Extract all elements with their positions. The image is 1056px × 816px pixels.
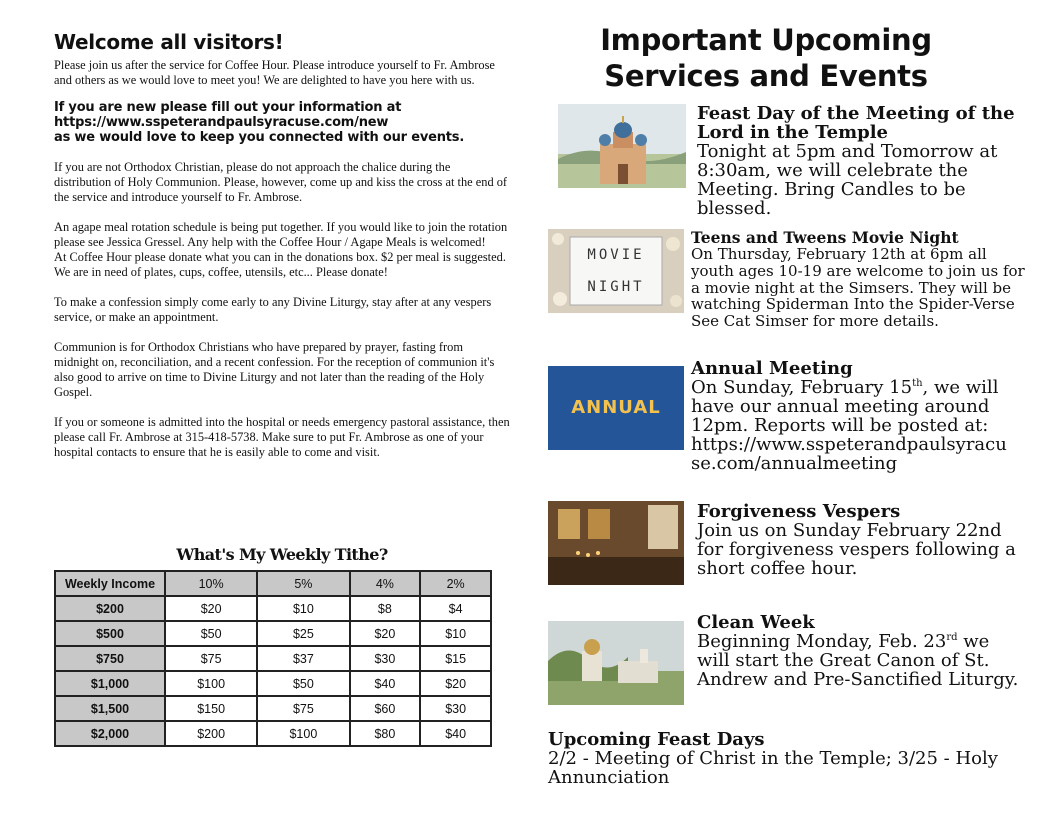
table-row <box>55 671 491 696</box>
income-cell: $500 <box>55 621 165 646</box>
tithe-cell: $40 <box>350 671 421 696</box>
movie-sign-line1: MOVIE <box>587 247 645 263</box>
events-title-line2: Services and Events <box>604 59 928 93</box>
tithe-cell: $37 <box>257 646 349 671</box>
movie-body: On Thursday, February 12th at 6pm all youth ages 10-19 are welcome to join us for a movie night at the Simsers. They will be watching Spiderman Into the Spider-Verse See Cat Simser for more details. <box>691 245 1025 331</box>
tithe-cell: $150 <box>165 696 257 721</box>
tithe-cell: $30 <box>350 646 421 671</box>
table-row <box>55 646 491 671</box>
feast-body: Tonight at 5pm and Tomorrow at 8:30am, we will celebrate the Meeting. Bring Candles to be blessed. <box>697 141 998 219</box>
tithe-cell: $25 <box>257 621 349 646</box>
tithe-cell: $100 <box>257 721 349 746</box>
income-cell: $200 <box>55 596 165 621</box>
welcome-title: Welcome all visitors! <box>54 30 284 54</box>
upcoming-feast-days <box>548 730 1038 787</box>
new-visitor-line3: as we would love to keep you connected with our events. <box>54 130 465 145</box>
tithe-title: What's My Weekly Tithe? <box>176 545 388 564</box>
upcoming-title: Upcoming Feast Days <box>548 729 765 750</box>
church-painting-image <box>558 104 686 188</box>
tithe-cell: $50 <box>257 671 349 696</box>
tithe-header-cell: Weekly Income <box>55 571 165 596</box>
communion-notice: Communion is for Orthodox Christians who have prepared by prayer, fasting from midnight on, reconciliation, and a recent confession. For the reception of communion it's also good to arrive on time to Divine Liturgy and not later than the reading of the Holy Gospel. <box>54 340 495 399</box>
tithe-cell: $20 <box>420 671 491 696</box>
annual-sign-text: ANNUAL <box>571 397 661 418</box>
tithe-header-cell: 10% <box>165 571 257 596</box>
movie-sign-line2: NIGHT <box>587 279 645 295</box>
tithe-cell: $80 <box>350 721 421 746</box>
income-cell: $2,000 <box>55 721 165 746</box>
tithe-cell: $20 <box>165 596 257 621</box>
table-row <box>55 696 491 721</box>
monastery-painting-image <box>548 621 684 705</box>
upcoming-body: 2/2 - Meeting of Christ in the Temple; 3/25 - Holy Annunciation <box>548 748 998 788</box>
tithe-header-cell: 4% <box>350 571 421 596</box>
tithe-cell: $10 <box>420 621 491 646</box>
table-row <box>55 596 491 621</box>
welcome-section <box>54 30 510 460</box>
annual-image <box>548 366 684 450</box>
movie-title: Teens and Tweens Movie Night <box>691 228 959 247</box>
church-interior-image <box>548 501 684 585</box>
income-cell: $1,500 <box>55 696 165 721</box>
clean-week-body: Beginning Monday, Feb. 23rd we will start the Great Canon of St. Andrew and Pre-Sanctified Liturgy. <box>697 631 1019 690</box>
tithe-cell: $75 <box>257 696 349 721</box>
welcome-intro: Please join us after the service for Coffee Hour. Please introduce yourself to Fr. Ambrose and others as we would love to meet you! We are delighted to have you here with us. <box>54 58 495 87</box>
new-visitor-notice <box>54 100 510 145</box>
tithe-header-cell: 5% <box>257 571 349 596</box>
clean-week-title: Clean Week <box>697 612 815 633</box>
new-visitor-line1: If you are new please fill out your information at <box>54 100 402 115</box>
movie-night-image <box>548 229 684 313</box>
tithe-cell: $4 <box>420 596 491 621</box>
income-cell: $1,000 <box>55 671 165 696</box>
table-row <box>55 721 491 746</box>
agape-notice: An agape meal rotation schedule is being put together. If you would like to join the rotation please see Jessica Gressel. Any help with the Coffee Hour / Agape Meals is welcomed! <box>54 220 508 249</box>
events-title-line1: Important Upcoming <box>600 23 932 57</box>
tithe-cell: $15 <box>420 646 491 671</box>
tithe-cell: $8 <box>350 596 421 621</box>
tithe-cell: $60 <box>350 696 421 721</box>
forgiveness-title: Forgiveness Vespers <box>697 501 901 522</box>
hospital-notice: If you or someone is admitted into the hospital or needs emergency pastoral assistance, then please call Fr. Ambrose at 315-418-5738. Make sure to put Fr. Ambrose as one of your hospital contacts to ensure that he is easily able to come and visit. <box>54 415 510 459</box>
tithe-cell: $20 <box>350 621 421 646</box>
annual-title: Annual Meeting <box>691 358 853 379</box>
confession-notice: To make a confession simply come early to any Divine Liturgy, stay after at any vespers service, or make an appointment. <box>54 295 492 324</box>
tithe-cell: $40 <box>420 721 491 746</box>
tithe-cell: $200 <box>165 721 257 746</box>
orthodox-notice: If you are not Orthodox Christian, please do not approach the chalice during the distribution of Holy Communion. Please, however, come up and kiss the cross at the end of the service and introduce yourself to Fr. Ambrose. <box>54 160 508 204</box>
tithe-header-cell: 2% <box>420 571 491 596</box>
income-cell: $750 <box>55 646 165 671</box>
tithe-cell: $75 <box>165 646 257 671</box>
tithe-cell: $30 <box>420 696 491 721</box>
events-title <box>560 22 972 94</box>
tithe-cell: $10 <box>257 596 349 621</box>
feast-title: Feast Day of the Meeting of the Lord in the Temple <box>697 103 1015 143</box>
tithe-table <box>54 570 492 747</box>
table-row <box>55 621 491 646</box>
tithe-cell: $50 <box>165 621 257 646</box>
tithe-cell: $100 <box>165 671 257 696</box>
annual-body: On Sunday, February 15th, we will have our annual meeting around 12pm. Reports will be posted at: https://www.sspeterandpaulsyracu se.com/annualmeeting <box>691 377 1007 474</box>
forgiveness-body: Join us on Sunday February 22nd for forgiveness vespers following a short coffee hour. <box>697 520 1016 579</box>
new-visitor-link[interactable]: https://www.sspeterandpaulsyracuse.com/new <box>54 115 389 130</box>
tithe-header-row <box>55 571 491 596</box>
donation-notice: At Coffee Hour please donate what you can in the donations box. $2 per meal is suggested. We are in need of plates, cups, coffee, utensils, etc... Please donate! <box>54 250 506 279</box>
